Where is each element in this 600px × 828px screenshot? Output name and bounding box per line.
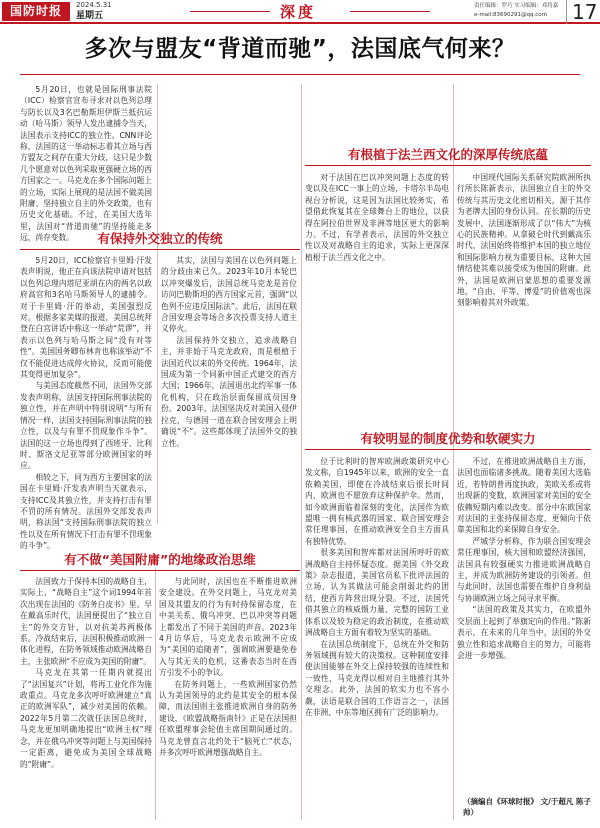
section2-paragraph-3: 与此同时，法国也在不断推进欧洲安全建设。在外交问题上，马克龙对美国及其盟友的行为有时持保留态度，在中美关系、俄乌冲突、巴以冲突等问题上都发出了不同于美国的声音。2023年4月访华后，马克龙表示欧洲不应成为“美国的追随者”，强调欧洲要避免卷入与其无关的危机，这番表态当时在西方引发不小的争议。 (159, 577, 297, 678)
column-divider (453, 84, 454, 820)
issue-date: 2024.5.31 (76, 1, 112, 9)
section1-paragraph-3: 相较之下，同为西方主要国家的法国在卡里姆·汗发表声明当天就表示，支持ICC及其独立性，并支持打击有罪不罚的所有情况。法国外交部发表声明，称法国“支持国际刑事法院的独立性以及在所有情况下打击有罪不罚现象的斗争”。 (20, 472, 152, 551)
editor-email: e-mail:83690291@qq.com (474, 12, 547, 18)
column-divider (155, 568, 156, 820)
section2-paragraph-4: 在防务问题上，一些欧洲国家仍然认为美国领导的北约是其安全的根本保障，而法国则主张推进欧洲自身的防务建设，《欧盟战略指南针》正是在法国担任欧盟理事会轮值主席国期间通过的。马克龙曾直言北约处于“脑死亡”状态，并多次呼吁欧洲增强战略自主。 (159, 679, 297, 758)
section1-paragraph-1: 5月20日，ICC检察官卡里姆·汗发表声明说，他正在向该法院申请对包括以色列总理内塔尼亚胡在内的两名以政府高官和3名哈马斯领导人的逮捕令。对于卡里姆·汗的举动，美国强烈反对。根据多家美媒的报道，美国总统拜登在白宫讲话中称这一举动“荒谬”，并表示以色列与哈马斯之间“没有对等性”。美国国务卿布林肯也称该举动“不仅不能促进达成停火协议，反而可能使其变得更加复杂”。 (20, 256, 152, 380)
section1-column-1 (20, 255, 152, 551)
section1-column-2 (161, 255, 297, 547)
section-name: 深度 (280, 3, 317, 21)
section3-paragraph-1: 对于法国在巴以冲突问题上态度的转变以及在ICC一事上的立场，卡塔尔半岛电视台分析说，这是因为法国比较务实，希望借此恢复其在全球舞台上的地位，以获得在阿拉伯世界及非洲等地区更大的影响力。不过，有学者表示，法国的外交独立性以及对战略自主的追求，实际上更深深植根于法兰西文化之中。 (305, 173, 449, 262)
editor-credits: 责任编辑：罗巧 实习编辑：邓将嘉 (474, 3, 559, 9)
section2-paragraph-2: 马克龙在其第一任期内就提出了“法国复兴”计划，将再工业化作为施政重点。马克龙多次呼吁欧洲建立“真正的欧洲军队”，减少对美国的依赖。2022年5月第二次就任法国总统时，马克龙更加明确地提出“欧洲主权”理念，并在俄乌冲突等问题上与美国保持一定距离，避免成为美国全球战略的“附庸”。 (20, 668, 152, 769)
subhead-rule (305, 165, 591, 166)
issue-weekday: 星期五 (76, 11, 104, 21)
headline-rule (20, 74, 580, 75)
subhead-independent-diplomacy: 有保持外交独立的传统 (97, 231, 223, 246)
subhead-rule (20, 570, 300, 571)
subhead-cultural-heritage: 有根植于法兰西文化的深厚传统底蕴 (347, 147, 548, 162)
section4-paragraph-4: 不过，在推进欧洲战略自主方面，法国也面临诸多挑战。随着美国大选临近，若特朗普再度执政，美欧关系或将出现新的变数，欧洲国家对美国的安全依赖短期内难以改变。部分中东欧国家对法国的主张持保留态度，更倾向于依靠美国和北约来保障自身安全。 (457, 457, 591, 535)
section4-paragraph-2: 很多美国和智库都对法国所呼吁的欧洲战略自主持怀疑态度。据美国《外交政策》杂志报道，美国官员私下批评法国的立场，认为其做法可能会削弱北约的团结，使西方阵营出现分裂。不过，法国凭借其独立的核威慑力量、完整的国防工业体系以及较为稳定的政治制度，在推动欧洲战略自主方面有着较为坚实的基础。 (305, 548, 449, 638)
section4-paragraph-3: 在法国总统制度下，总统在外交和防务领域拥有较大的决策权。这种制度安排使法国能够在外交上保持较强的连续性和一致性，马克龙得以相对自主地推行其外交理念。此外，法国的软实力也不容小觑，法语是联合国的工作语言之一，法国在非洲、中东等地区拥有广泛的影响力。 (305, 639, 449, 717)
intro-column-1 (20, 84, 152, 243)
newspaper-logo: 国防时报 (2, 2, 70, 21)
source-credit: （摘编自《环球时报》 文/于超凡 陈子帅） (463, 797, 591, 817)
section4-paragraph-6: “法国的政策及其实力，在欧盟外交层面上起到了举旗定向的作用。”陈新表示，在未来的几年当中，法国的外交独立性和追求战略自主的努力，可能将会进一步增强。 (457, 605, 591, 660)
section1-paragraph-4: 其实，法国与美国在以色列问题上的分歧由来已久。2023年10月本轮巴以冲突爆发后，法国总统马克龙是首位访问巴勒斯坦的西方国家元首，强调“以色列不应违反国际法”。此后，法国在联合国安理会等场合多次投票支持人道主义停火。 (161, 256, 297, 334)
section1-paragraph-2: 与美国态度截然不同，法国外交部发表声明称，法国支持国际刑事法院的独立性，并在声明中特别说明“与所有情况一样，法国支持国际刑事法院的独立性，以及与有罪不罚现象作斗争”。法国的这一立场也得到了西班牙、比利时、斯洛文尼亚等部分欧洲国家的呼应。 (20, 381, 152, 471)
masthead (0, 0, 600, 24)
subhead-institutional-strength: 有较明显的制度优势和软硬实力 (360, 431, 536, 446)
page-number: 17 (566, 0, 597, 24)
section4-paragraph-1: 位于比利时的智库欧洲政策研究中心发文称，自1945年以来，欧洲的安全一直依赖美国，即使在冷战结束后很长时间内，欧洲也不愿放弃这种保护伞。然而，如今欧洲面临着深刻的变化，法国作为欧盟唯一拥有核武器的国家、联合国安理会常任理事国，在推动欧洲安全自主方面具有独特优势。 (305, 457, 449, 546)
section1-paragraph-5: 法国保持外交独立，追求战略自主，并非始于马克龙政府，而是根植于法国近代以来的外交传统。1964年，法国成为第一个同新中国正式建交的西方大国；1966年，法国退出北约军事一体化机构，只在政治层面保留成员国身份。2003年，法国坚决反对美国入侵伊拉克，与德国一道在联合国安理会上明确说“不”。这些都体现了法国外交的独立性。 (161, 335, 297, 448)
section4-column-1 (305, 456, 449, 820)
section3-column-1 (305, 172, 449, 442)
intro-column-3 (305, 84, 449, 140)
intro-paragraph: 5月20日，也就是国际刑事法院（ICC）检察官宣布寻求对以色列总理与防长以及3名巴勒斯坦伊斯兰抵抗运动（哈马斯）领导人发出逮捕令当天，法国表示支持ICC的独立性。CNN评论称，法国的这一举动标志着其立场与西方盟友之间存在重大分歧，这只是少数几个愿意对以色列采取更强硬立场的西方国家之一。马克龙在多个国际问题上的立场，实际上展现的是法国不做美国附庸、坚持独立自主的外交政策，也有历史文化基础。不过，在美国大选年里，法国对“背道而驰”的坚持能走多远，尚存变数。 (20, 85, 152, 243)
intro-column-2 (161, 84, 297, 222)
section4-paragraph-5: 严城学分析称，作为联合国安理会常任理事国，核大国和欧盟经济强国，法国具有较强硬实力推进欧洲战略自主，并成为欧洲防务建设的引领者。但与此同时，法国也需要在维护自身利益与协调欧洲立场之间寻求平衡。 (457, 536, 591, 603)
section2-paragraph-1: 法国致力于保持本国的战略自主，实际上，“战略自主”这个词1994年首次出现在法国的《防务白皮书》里。早在戴高乐时代，法国便提出了“独立自主”的外交方针，以对抗美苏两极体系。冷战结束后，法国积极推动欧洲一体化进程，在防务领域推动欧洲战略自主，主张欧洲“不应成为美国的附庸”。 (20, 577, 152, 666)
section2-column-2 (159, 576, 297, 820)
subhead-rule (305, 449, 591, 450)
column-divider (301, 84, 302, 820)
masthead-ornament-left (190, 11, 270, 12)
section3-paragraph-2: 中国现代国际关系研究院欧洲所执行所长陈新表示，法国独立自主的外交传统与其历史文化密切相关，源于其作为老牌大国的身份认同。在长期的历史发展中，法国逐渐形成了以“伟大”为核心的民族精神。从拿破仑时代到戴高乐时代，法国始终将维护本国的独立地位和国际影响力视为重要目标，这种大国情结使其难以接受成为他国的附庸。此外，法国是欧洲启蒙思想的重要发源地，“自由、平等、博爱”的价值观也深刻影响着其对外政策。 (457, 173, 591, 308)
section4-column-2 (457, 456, 591, 794)
subhead-not-us-vassal: 有不做“美国附庸”的地缘政治思维 (64, 552, 256, 567)
page-headline: 多次与盟友“背道而驰”，法国底气何来？ (84, 36, 516, 62)
subhead-rule (20, 249, 300, 250)
masthead-ornament-right (350, 11, 430, 12)
section2-column-1 (20, 576, 152, 820)
intro-column-4 (457, 84, 591, 140)
column-divider (157, 84, 158, 524)
section3-column-2 (457, 172, 591, 442)
